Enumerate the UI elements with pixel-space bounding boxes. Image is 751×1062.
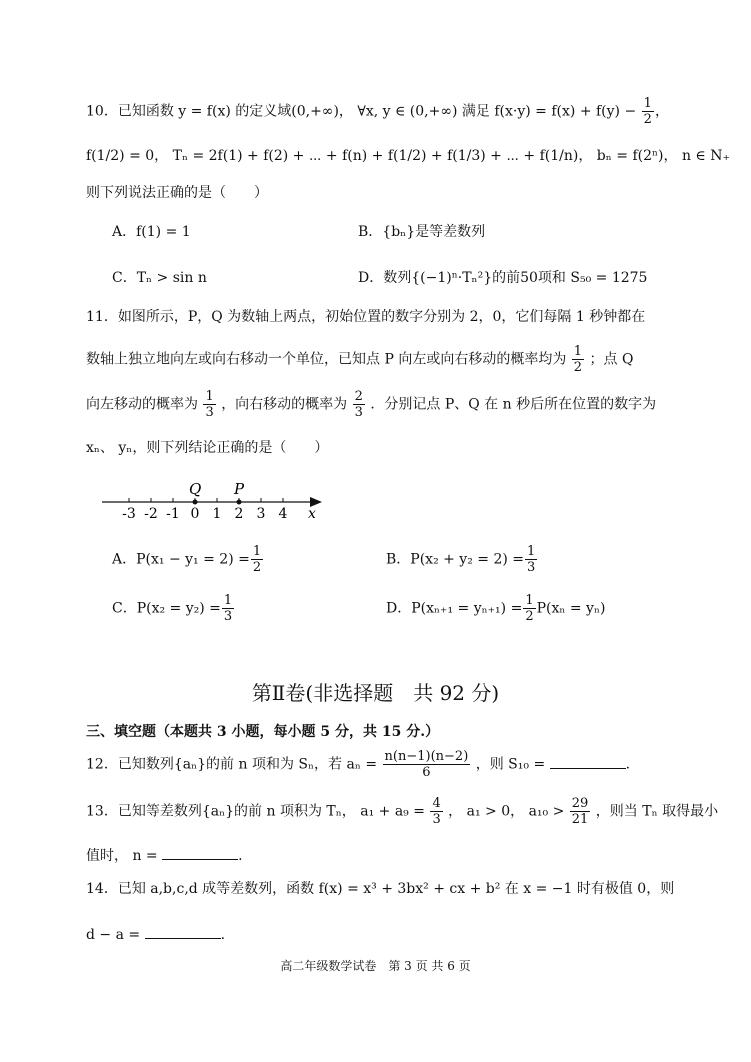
q13-answer-blank[interactable] <box>162 847 238 860</box>
q13-text-a: 13．已知等差数列{aₙ}的前 n 项积为 Tₙ， a₁ + a₉ = <box>86 803 425 820</box>
q14-answer-blank[interactable] <box>145 926 221 939</box>
q11-option-b-text: B．P(x₂ + y₂ = 2) = <box>386 551 525 568</box>
q11-line2-text: 数轴上独立地向左或向右移动一个单位，已知点 P 向左或向右移动的概率均为 <box>86 351 567 368</box>
point-p-dot <box>237 500 242 505</box>
q11-frac-third: $\frac{1}{3}$ <box>205 389 214 420</box>
q11-option-d-frac: $\frac{1}{2}$ <box>525 593 534 624</box>
axis-tick-label: 4 <box>278 506 288 522</box>
q10-line3: 则下列说法正确的是（ ） <box>86 185 268 201</box>
axis-tick-label: 1 <box>212 506 222 522</box>
q11-frac-twothirds: $\frac{2}{3}$ <box>354 389 363 420</box>
q11-option-b-frac: $\frac{1}{3}$ <box>527 544 536 575</box>
q11-option-c-frac: $\frac{1}{3}$ <box>223 593 233 624</box>
q13-line2 <box>86 847 243 863</box>
q14-line2 <box>86 926 225 942</box>
q13-end: . <box>238 848 243 864</box>
q11-option-d-text: D．P(xₙ₊₁ = yₙ₊₁) = <box>386 600 523 617</box>
q14-line2-text: d − a = <box>86 927 141 943</box>
q13-text-b: ， a₁ > 0， a₁₀ > <box>448 803 565 820</box>
q11-option-b <box>386 545 538 574</box>
axis-tick-label: -1 <box>166 506 180 522</box>
point-q-label: Q <box>189 480 202 498</box>
q10-line1: 10．已知函数 y = f(x) 的定义域(0,+∞)， ∀x, y ∈ (0,+∞) 满足 f(x·y) = f(x) + f(y) − $\frac{1}{2}$ ， <box>86 96 669 127</box>
q13-frac1: $\frac{4}{3}$ <box>432 796 441 827</box>
number-line-diagram <box>100 478 330 522</box>
q12-line <box>86 750 630 779</box>
q11-line3-a: 向左移动的概率为 <box>86 396 198 413</box>
q13-text-c: ，则当 Tₙ 取得最小 <box>595 803 719 820</box>
q10-fraction: $\frac{1}{2}$ <box>643 96 652 127</box>
axis-tick-label: 0 <box>190 506 200 522</box>
q10-option-d: D．数列{(−1)ⁿ·Tₙ²}的前50项和 S₅₀ = 1275 <box>358 270 648 286</box>
q10-option-c: C．Tₙ > sin n <box>112 270 207 286</box>
point-p-label: P <box>234 480 245 498</box>
point-q-dot <box>193 500 198 505</box>
q13-line2-text: 值时， n = <box>86 848 158 864</box>
q11-option-a <box>112 545 264 574</box>
q11-line2-end: ；点 Q <box>589 351 634 368</box>
q11-line3-b: ，向右移动的概率为 <box>221 396 348 413</box>
q11-option-d-text2: P(xₙ = yₙ) <box>536 600 606 617</box>
section-title: 第Ⅱ卷(非选择题 共 92 分) <box>251 681 500 705</box>
q11-option-a-frac: $\frac{1}{2}$ <box>252 544 262 575</box>
q12-text-b: ，则 S₁₀ = <box>475 756 546 773</box>
q11-line1: 11．如图所示，P，Q 为数轴上两点，初始位置的数字分别为 2，0，它们每隔 1 秒钟都在 <box>86 309 646 325</box>
q12-frac: $\frac{n(n-1)(n-2)}{6}$ <box>384 749 469 780</box>
section-subtitle: 三、填空题（本题共 3 小题，每小题 5 分，共 15 分.） <box>86 724 440 740</box>
q11-option-a-text: A．P(x₁ − y₁ = 2) = <box>112 551 250 568</box>
q12-answer-blank[interactable] <box>550 756 626 769</box>
q13-line1 <box>86 797 718 826</box>
q10-option-b: B．{bₙ}是等差数列 <box>358 224 486 240</box>
q11-option-d <box>386 594 606 623</box>
q14-line1: 14．已知 a,b,c,d 成等差数列，函数 f(x) = x³ + 3bx² + cx + b² 在 x = −1 时有极值 0，则 <box>86 881 675 897</box>
q13-frac2: $\frac{29}{21}$ <box>571 796 589 827</box>
q10-option-a: A．f(1) = 1 <box>112 224 191 240</box>
q12-end: . <box>625 756 631 773</box>
q11-line3 <box>86 390 656 419</box>
axis-tick-label: 3 <box>256 506 266 522</box>
q10-line2: f(1/2) = 0， Tₙ = 2f(1) + f(2) + ⋯ + f(n) + f(1/2) + f(1/3) + ⋯ + f(1/n)， bₙ = f(2ⁿ)， n ∈ N₊ <box>86 148 730 164</box>
axis-tick-label: 2 <box>234 506 244 522</box>
page-footer: 高二年级数学试卷 第 3 页 共 6 页 <box>280 959 471 973</box>
q11-line4: xₙ、 yₙ，则下列结论正确的是（ ） <box>86 440 329 456</box>
axis-tick-label: -2 <box>144 506 158 522</box>
q10-line1-text: 10．已知函数 y = f(x) 的定义域(0,+∞)， ∀x, y ∈ (0,+∞) 满足 f(x·y) = f(x) + f(y) − <box>86 103 637 120</box>
q11-frac-half: $\frac{1}{2}$ <box>573 344 583 375</box>
q12-text-a: 12．已知数列{aₙ}的前 n 项和为 Sₙ，若 aₙ = <box>86 756 378 773</box>
q11-option-c <box>112 594 235 623</box>
q11-option-c-text: C．P(x₂ = y₂) = <box>112 600 221 617</box>
q14-end: . <box>220 927 226 943</box>
axis-tick-label: -3 <box>122 506 136 522</box>
q11-line3-c: ．分别记点 P、Q 在 n 秒后所在位置的数字为 <box>370 396 657 413</box>
axis-x-label: x <box>308 506 316 522</box>
q11-line2 <box>86 345 633 374</box>
